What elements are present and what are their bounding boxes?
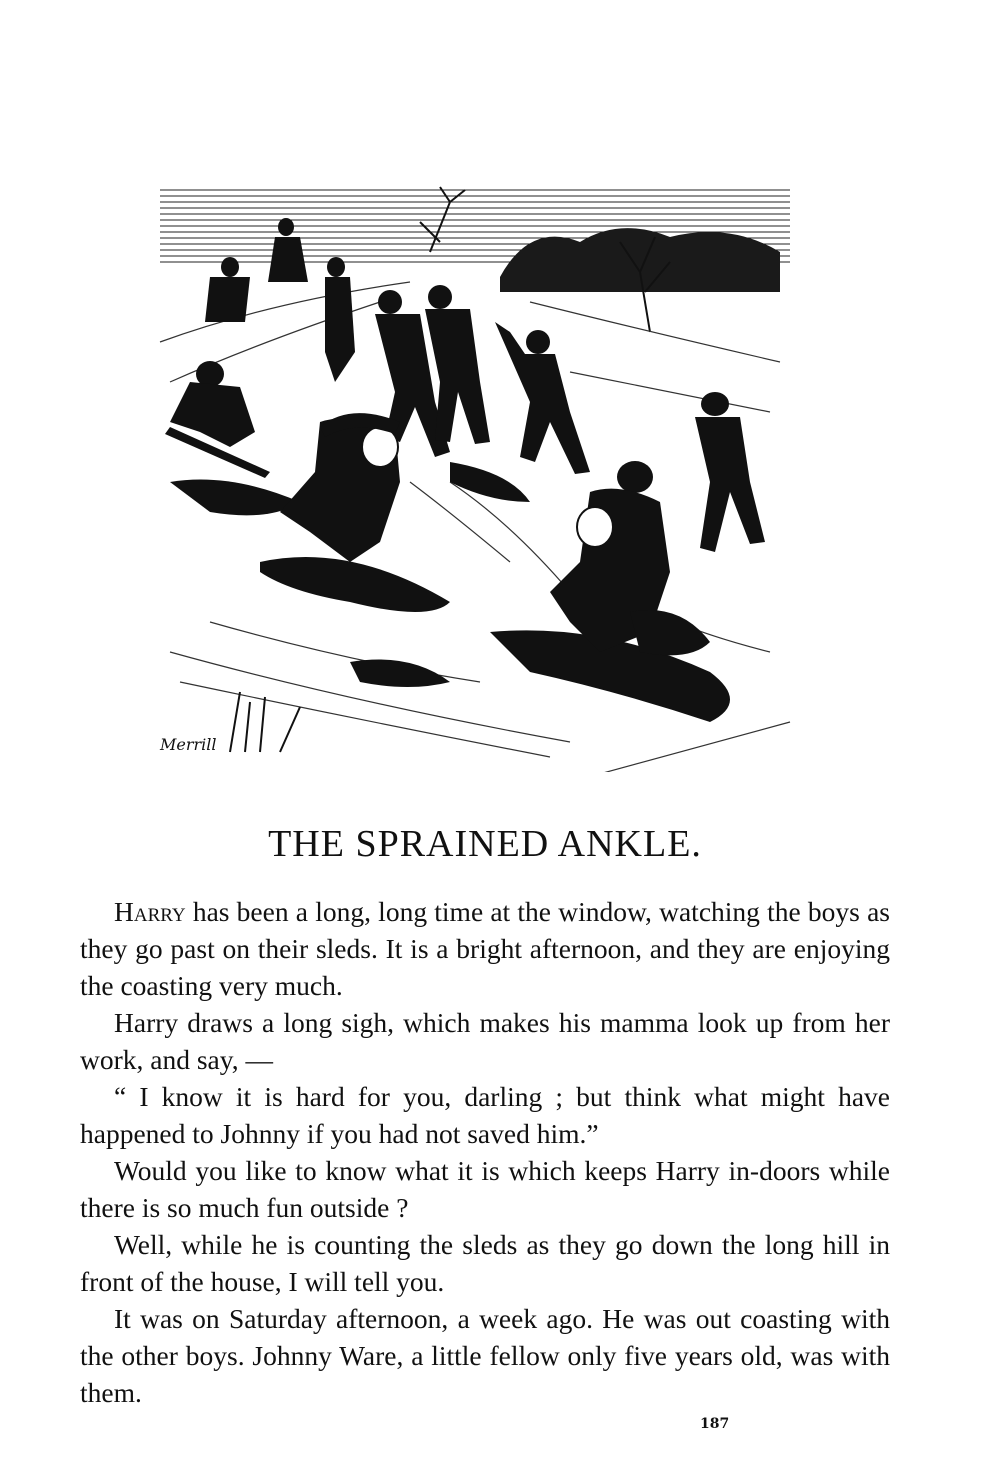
sledding-illustration	[150, 182, 815, 772]
engraving-image	[150, 182, 815, 772]
paragraph-3: “ I know it is hard for you, darling ; but think what might have happened to Johnny if you had not saved him.”	[80, 1081, 890, 1149]
paragraph-2: Harry draws a long sigh, which makes his mamma look up from her work, and say, —	[80, 1007, 890, 1075]
artist-signature: Merrill	[160, 735, 217, 754]
chapter-title: THE SPRAINED ANKLE.	[268, 823, 702, 865]
lead-word: Harry	[114, 896, 186, 927]
paragraph-text: has been a long, long time at the window, watching the boys as they go past on their sleds. It is a bright afternoon, and they are enjoying the coasting very much.	[80, 896, 890, 1001]
paragraph-5: Well, while he is counting the sleds as they go down the long hill in front of the house, I will tell you.	[80, 1229, 890, 1297]
paragraph-1	[80, 893, 890, 1004]
paragraph-6: It was on Saturday afternoon, a week ago. He was out coasting with the other boys. Johnny Ware, a little fellow only five years old, was with them.	[80, 1303, 890, 1408]
story-text	[80, 893, 890, 1411]
page-number: 187	[700, 1416, 730, 1432]
paragraph-4: Would you like to know what it is which keeps Harry in-doors while there is so much fun outside ?	[80, 1155, 890, 1223]
